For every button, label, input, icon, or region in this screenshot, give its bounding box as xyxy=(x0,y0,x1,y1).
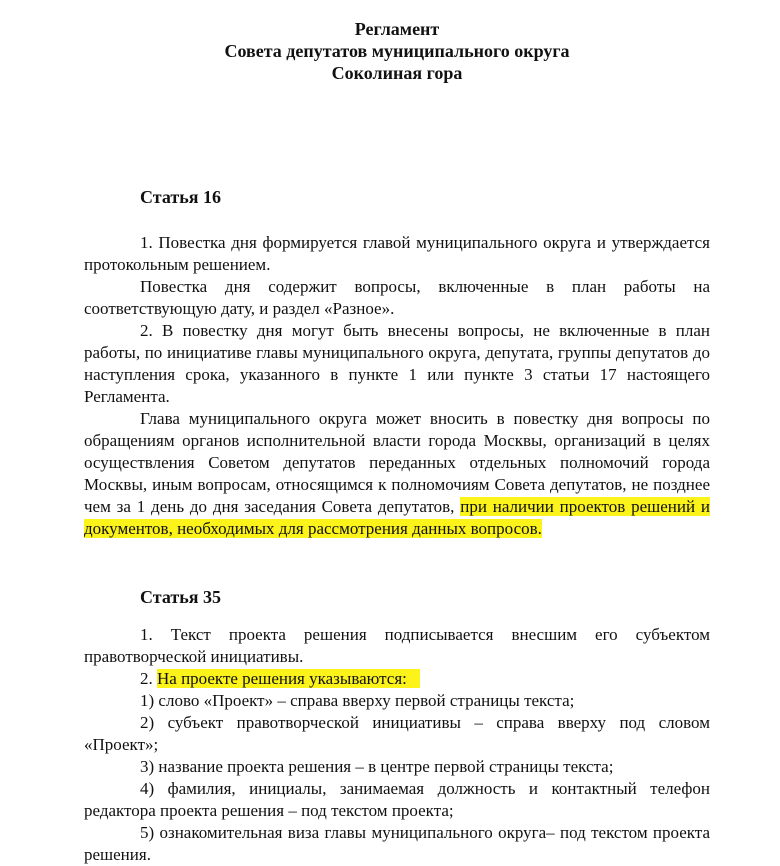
article-16-heading: Статья 16 xyxy=(140,187,221,207)
article-35-heading: Статья 35 xyxy=(140,587,221,607)
article-35-item-5: 5) ознакомительная виза главы муниципального округа– под текстом проекта решения. xyxy=(84,823,710,864)
article-35-paragraph-2 xyxy=(84,668,710,690)
article-35-body xyxy=(84,624,710,866)
document-page xyxy=(84,18,710,866)
title-line-2: Совета депутатов муниципального округа xyxy=(224,41,570,61)
highlighted-text: при наличии проектов решений и документов, необходимых для рассмотрения данных вопросов. xyxy=(84,497,710,538)
article-35-item-4: 4) фамилия, инициалы, занимаемая должность и контактный телефон редактора проекта решения – под текстом проекта; xyxy=(84,779,710,820)
article-16-paragraph-3: 2. В повестку дня могут быть внесены вопросы, не включенные в план работы, по инициативе главы муниципального округа, депутата, группы депутатов до наступления срока, указанного в пункте 1 или пункте 3 статьи 17 настоящего Регламента. xyxy=(84,321,710,406)
article-16-paragraph-4 xyxy=(84,408,710,540)
highlighted-text: На проекте решения указываются: xyxy=(157,669,420,688)
paragraph-text: Глава муниципального округа может вносить в повестку дня вопросы по обращениям органов исполнительной власти города Москвы, организаций в целях осуществления Советом депутатов переданных отдельных полномочий города Москвы, иным вопросам, относящимся к полномочиям Совета депутатов, не позднее чем за 1 день до дня заседания Совета депутатов, xyxy=(84,409,710,516)
document-title xyxy=(84,18,710,84)
title-line-1: Регламент xyxy=(354,19,440,39)
article-35-item-2: 2) субъект правотворческой инициативы – справа вверху под словом «Проект»; xyxy=(84,713,710,754)
article-16-body xyxy=(84,232,710,540)
article-16-paragraph-1: 1. Повестка дня формируется главой муниципального округа и утверждается протокольным решением. xyxy=(84,233,710,274)
paragraph-prefix: 2. xyxy=(140,669,157,688)
article-35-item-3: 3) название проекта решения – в центре первой страницы текста; xyxy=(140,757,614,776)
title-line-3: Соколиная гора xyxy=(331,63,463,83)
article-16-paragraph-2: Повестка дня содержит вопросы, включенные в план работы на соответствующую дату, и раздел «Разное». xyxy=(84,277,710,318)
article-35-paragraph-1: 1. Текст проекта решения подписывается внесшим его субъектом правотворческой инициативы. xyxy=(84,625,710,666)
article-35-item-1: 1) слово «Проект» – справа вверху первой страницы текста; xyxy=(140,691,575,710)
